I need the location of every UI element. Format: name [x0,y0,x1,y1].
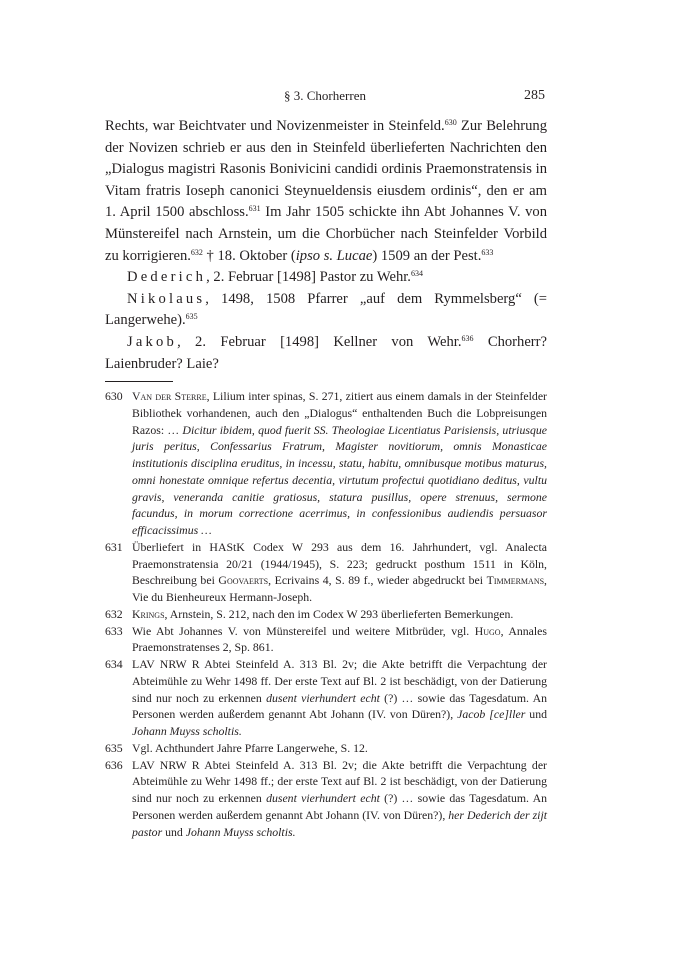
text-segment: Im Jahr 1505 schickte ihn Abt Johannes V. von Münstereifel nach Arnstein, um die Chorbücher nach Steinfelder Vorbild zu korrigieren. [105,204,548,264]
text-segment: Wie Abt Johannes V. von Münstereifel und weitere Mitbrüder, vgl. [132,623,475,638]
paragraph-razo [105,116,547,267]
footnote-ref: 633 [481,247,494,257]
author-name: Timmermans [486,573,545,588]
footnote-632 [105,606,547,623]
footnote-634 [105,656,547,740]
italic-text: Jacob [ce]ller [457,707,526,722]
footnote-text [132,388,547,539]
footnotes [105,388,547,840]
footnote-number: 632 [105,606,123,621]
italic-text: dusent vierhundert echt [266,690,380,705]
entry-text: , 2. Februar [1498] Pastor zu Wehr. [206,269,411,286]
text-segment: , Lilium inter spinas, S. 271, zitiert aus einem damals in der Steinfelder Bibliothek vorhandenen, auch den „Dialogus“ enthaltenden Buch die Lobpreisungen Razos: … [132,389,547,437]
footnote-ref: 632 [190,247,203,257]
entry-text: , 1498, 1508 Pfarrer „auf dem Rymmelsberg“ (= Langerwehe). [105,290,547,329]
entry-dederich [105,267,547,289]
text-segment: und [162,824,186,839]
footnote-number: 633 [105,623,123,638]
footnote-number: 634 [105,657,123,671]
text-segment: Vgl. Achthundert Jahre Pfarre Langerwehe, S. 12. [132,740,368,755]
footnote-ref: 631 [248,204,261,214]
footnote-ref: 636 [461,333,474,343]
footnote-631 [105,539,547,606]
entry-nikolaus [105,289,547,332]
footnote-ref: 635 [185,312,198,322]
footnote-text [132,757,547,841]
footnote-text [132,740,547,757]
footnote-text [132,656,547,740]
italic-text: Johann Muyss scholtis. [185,824,296,839]
page-number: 285 [524,88,545,103]
text-segment: , Arnstein, S. 212, nach den im Codex W 293 überlieferten Bemerkungen. [164,606,514,621]
italic-text: her Dederich der zijt pastor [132,807,547,839]
footnote-number: 636 [105,757,123,772]
footnote-text [132,539,547,606]
author-name: Hugo [474,623,501,638]
footnote-635 [105,740,547,757]
text-segment: ) 1509 an der Pest. [372,247,482,264]
entry-jakob [105,332,547,375]
italic-text: ipso s. Lucae [295,247,373,264]
running-head [105,86,545,106]
text-segment: LAV NRW R Abtei Steinfeld A. 313 Bl. 2v; die Akte betrifft die Verpachtung der Abteimühle zu Wehr 1498 ff.; der erste Text auf Bl. 2 ist beschädigt, von der Datierung sind nur noch zu erkennen [132,757,547,805]
text-segment: Rechts, war Beichtvater und Novizenmeister in Steinfeld. [105,118,445,134]
text-segment: † 18. Oktober ( [202,247,296,264]
italic-text: Johann Muyss scholtis. [132,724,242,738]
author-name: Van der Sterre [132,389,207,403]
entry-text: , 2. Februar [1498] Kellner von Wehr. [177,333,462,350]
text-segment: Überliefert in HAStK Codex W 293 aus dem 16. Jahrhundert, vgl. Analecta Praemonstratensia 20/21 (1944/1945), S. 223; gedruckt posthum 1511 in Köln, Beschreibung bei [132,539,547,588]
footnote-number: 630 [105,389,123,403]
italic-text: dusent vierhundert echt [266,791,380,805]
footnote-number: 631 [105,539,123,554]
text-segment: (?) … sowie das Tagesdatum. An Personen werden außerdem genannt Abt Johann (IV. von Düren?), [132,690,548,722]
text-segment: Zur Belehrung der Novizen schrieb er aus den in Steinfeld überlieferten Nachrichten den „Dialogus magistri Rasonis Bonivicini candidi ordinis Praemonstratensis in Vitam fratris Ioseph canonici Steynueldensis eiusdem ordinis“, den er am 1. April 1500 abschloss. [105,118,547,221]
entry-name: Jakob [127,333,178,350]
entry-name: Nikolaus [127,290,206,307]
entry-name: Dederich [127,269,207,286]
footnote-636 [105,757,547,841]
footnote-ref: 630 [444,118,457,127]
text-segment: , Vie du Bienheureux Hermann-Joseph. [132,573,547,604]
author-name: Goovaerts [218,573,269,588]
text-segment: , Annales Praemonstratenses 2, Sp. 861. [132,623,547,655]
main-text [105,116,547,375]
footnote-ref: 634 [410,269,423,279]
entry-text: Chorherr? Laienbruder? Laie? [105,333,548,372]
text-segment: und [525,707,547,722]
italic-text: Dicitur ibidem, quod fuerit SS. Theologiae Licentiatus Parisiensis, utriusque juris peritus, Confessarius Fratrum, Magister novitiorum, omnis Monasticae institutionis disciplina eruditus, in incessu, statu, habitu, omnibusque motibus maturus, omni honestate omnique refertus decentia, virtutum profectui quotidiano deditus, vultu gravis, veneranda canitie gratiosus, statura pusillus, opere strenuus, sermone facundus, in morum correctione acerrimus, in confessionibus audiendis persuasor efficacissimus … [132,422,547,537]
running-title: § 3. Chorherren [284,88,366,103]
footnote-rule [105,381,173,382]
footnote-text [132,623,547,657]
text-segment: LAV NRW R Abtei Steinfeld A. 313 Bl. 2v; die Akte betrifft die Verpachtung der Abteimühle zu Wehr 1498 ff. Der erste Text auf Bl. 2 ist beschädigt, von der Datierung sind nur noch zu erkennen [132,657,547,705]
footnote-633 [105,623,547,657]
footnote-text [132,606,547,623]
footnote-number: 635 [105,740,123,755]
footnote-630 [105,388,547,539]
text-segment: (?) … sowie das Tagesdatum. An Personen werden außerdem genannt Abt Johann (IV. von Düren?), [132,791,548,822]
author-name: Krings [132,606,165,621]
text-segment: , Ecrivains 4, S. 89 f., wieder abgedruckt bei [268,573,487,588]
